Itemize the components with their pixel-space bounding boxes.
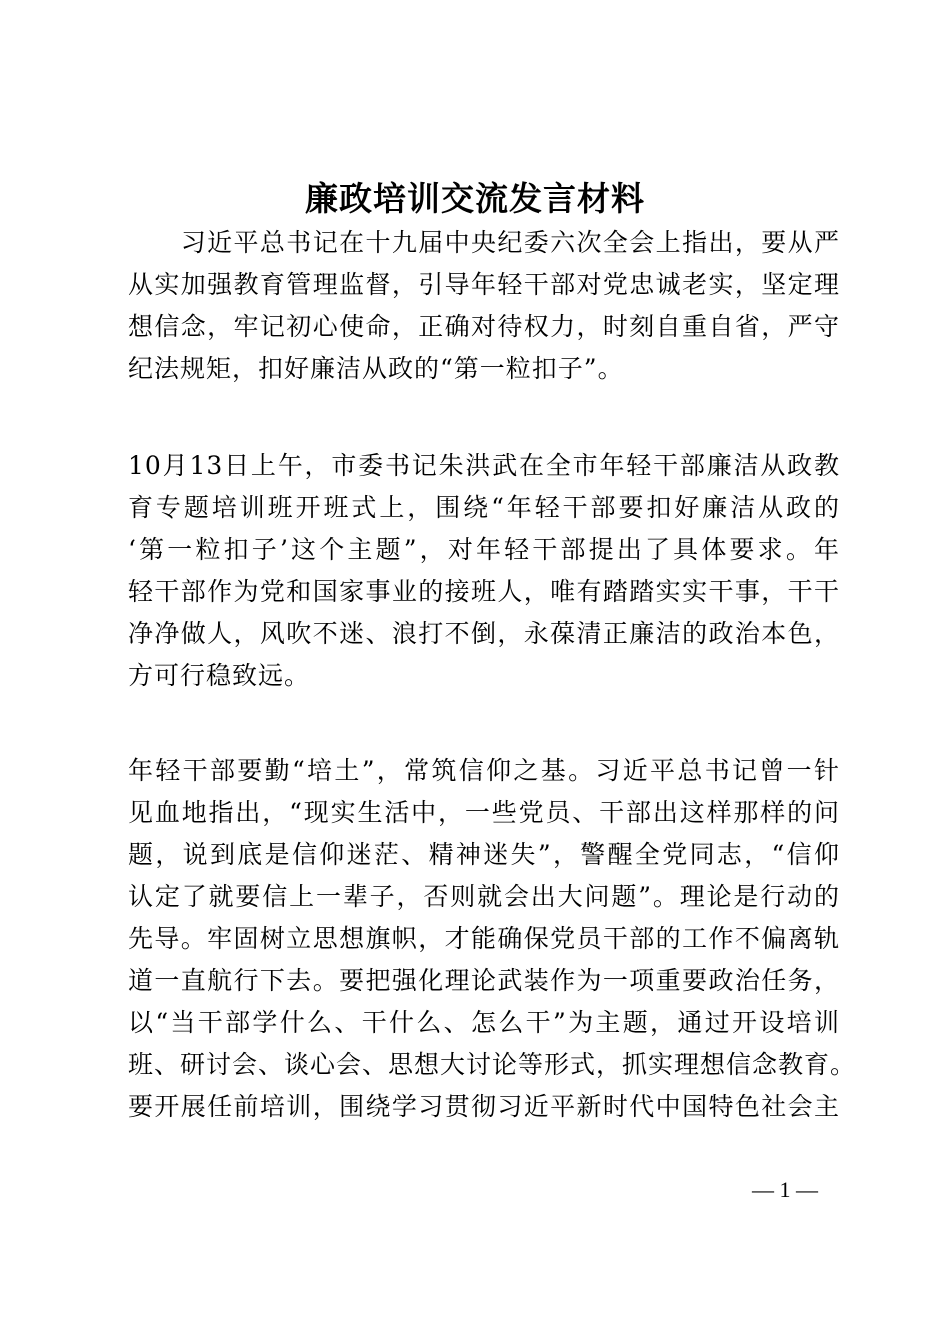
- text-line: 先导。牢固树立思想旗帜，才能确保党员干部的工作不偏离轨: [128, 924, 840, 953]
- paragraph-2: [128, 445, 840, 697]
- text-line: 想信念，牢记初心使命，正确对待权力，时刻自重自省，严守: [128, 312, 840, 341]
- text-line: ‘第一粒扣子’这个主题”，对年轻干部提出了具体要求。年: [128, 535, 840, 564]
- text-line: 认定了就要信上一辈子，否则就会出大问题”。理论是行动的: [128, 882, 840, 911]
- text-line: 习近平总书记在十九届中央纪委六次全会上指出，要从严: [128, 228, 840, 257]
- text-line: 10月13日上午，市委书记朱洪武在全市年轻干部廉洁从政教: [128, 451, 840, 480]
- text-line: 班、研讨会、谈心会、思想大讨论等形式，抓实理想信念教育。: [128, 1050, 857, 1079]
- text-line: 见血地指出，“现实生活中，一些党员、干部出这样那样的问: [128, 798, 840, 827]
- text-line: 以“当干部学什么、干什么、怎么干”为主题，通过开设培训: [128, 1008, 840, 1037]
- paragraph-3: [128, 750, 857, 1128]
- text-line: 方可行稳致远。: [128, 661, 311, 690]
- text-line: 育专题培训班开班式上，围绕“年轻干部要扣好廉洁从政的: [128, 493, 840, 522]
- paragraph-1: [128, 222, 840, 390]
- text-line: 从实加强教育管理监督，引导年轻干部对党忠诚老实，坚定理: [128, 270, 840, 299]
- text-line: 题，说到底是信仰迷茫、精神迷失”，警醒全党同志，“信仰: [128, 840, 840, 869]
- text-line: 纪法规矩，扣好廉洁从政的“第一粒扣子”。: [128, 354, 624, 383]
- document-title: 廉政培训交流发言材料: [305, 179, 645, 218]
- text-line: 轻干部作为党和国家事业的接班人，唯有踏踏实实干事，干干: [128, 577, 840, 606]
- text-line: 要开展任前培训，围绕学习贯彻习近平新时代中国特色社会主: [128, 1092, 840, 1121]
- text-line: 净净做人，风吹不迷、浪打不倒，永葆清正廉洁的政治本色，: [128, 619, 840, 648]
- text-line: 道一直航行下去。要把强化理论武装作为一项重要政治任务，: [128, 966, 840, 995]
- text-line: 年轻干部要勤“培土”，常筑信仰之基。习近平总书记曾一针: [128, 756, 840, 785]
- page-number: — 1 —: [752, 1177, 818, 1202]
